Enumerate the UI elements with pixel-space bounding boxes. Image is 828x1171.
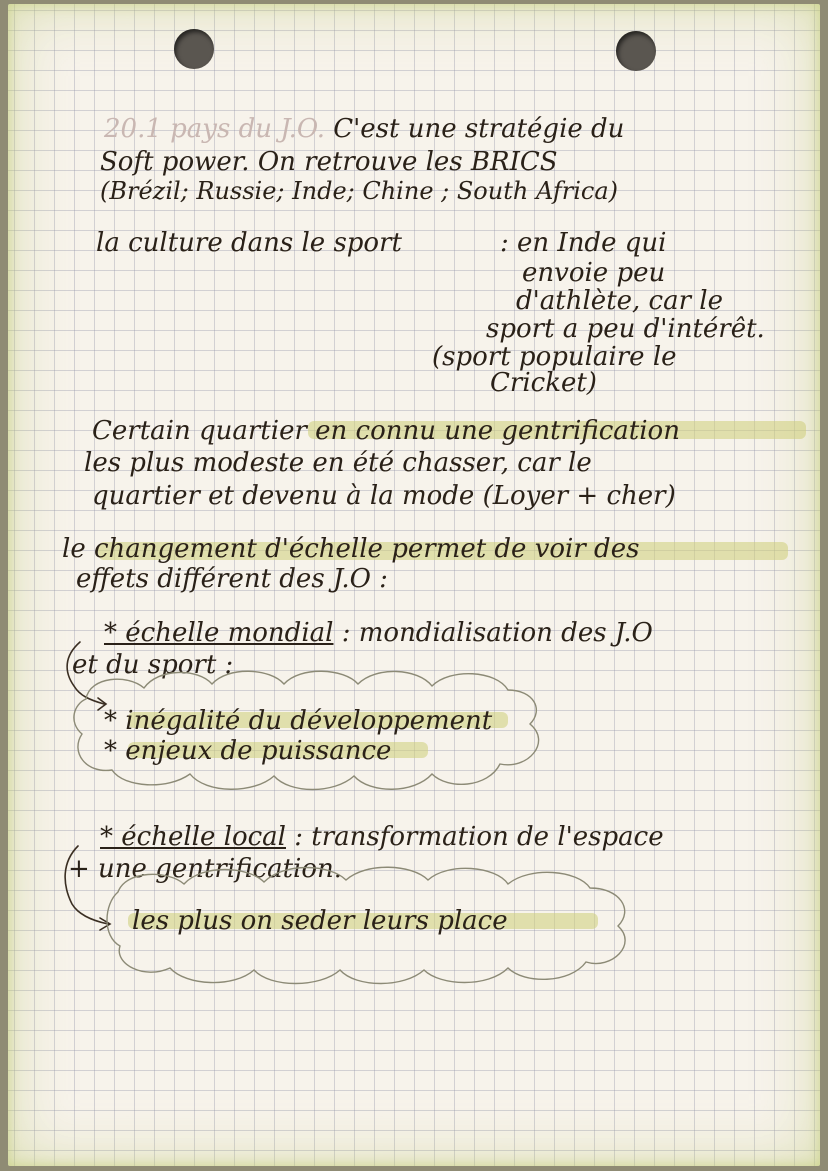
note-line: effets différent des J.O : xyxy=(76,564,388,594)
ink-text: C'est une stratégie du xyxy=(333,114,625,144)
note-line: quartier et devenu à la mode (Loyer + cher) xyxy=(92,481,676,511)
note-line: la culture dans le sport xyxy=(96,228,402,258)
faded-text: 20.1 pays du J.O. xyxy=(104,114,334,144)
pencil-cloud-2 xyxy=(107,867,625,983)
note-line: sport a peu d'intérêt. xyxy=(486,314,765,344)
pencil-decorations xyxy=(8,4,820,1166)
ink-text: : transformation de l'espace xyxy=(294,822,664,852)
note-line: le changement d'échelle permet de voir des xyxy=(62,534,640,564)
bullet-item: les plus on seder leurs place xyxy=(132,906,508,936)
note-line: envoie peu xyxy=(522,258,666,288)
note-line: Certain quartier en connu une gentrification xyxy=(92,416,680,446)
scale-heading: * échelle local xyxy=(100,822,286,852)
scale-heading: * échelle mondial xyxy=(104,618,334,648)
note-line: + une gentrification. xyxy=(68,854,342,884)
note-line: (Brézil; Russie; Inde; Chine ; South Africa) xyxy=(100,177,618,205)
grid-paper-sheet xyxy=(8,4,820,1166)
note-line: : en Inde qui xyxy=(500,228,667,258)
bullet-item: * enjeux de puissance xyxy=(104,736,392,766)
bullet-item: * inégalité du développement xyxy=(104,706,493,736)
note-line: et du sport : xyxy=(72,650,234,680)
ink-text: : mondialisation des J.O xyxy=(341,618,653,648)
pencil-cloud-1 xyxy=(74,671,539,789)
note-line: (sport populaire le xyxy=(432,342,677,372)
note-line: d'athlète, car le xyxy=(516,286,724,316)
bracket-arrow-1 xyxy=(67,642,104,704)
note-line: les plus modeste en été chasser, car le xyxy=(84,448,592,478)
note-line: Soft power. On retrouve les BRICS xyxy=(100,147,558,177)
bracket-arrow-2 xyxy=(65,846,108,924)
note-line: Cricket) xyxy=(490,368,597,398)
